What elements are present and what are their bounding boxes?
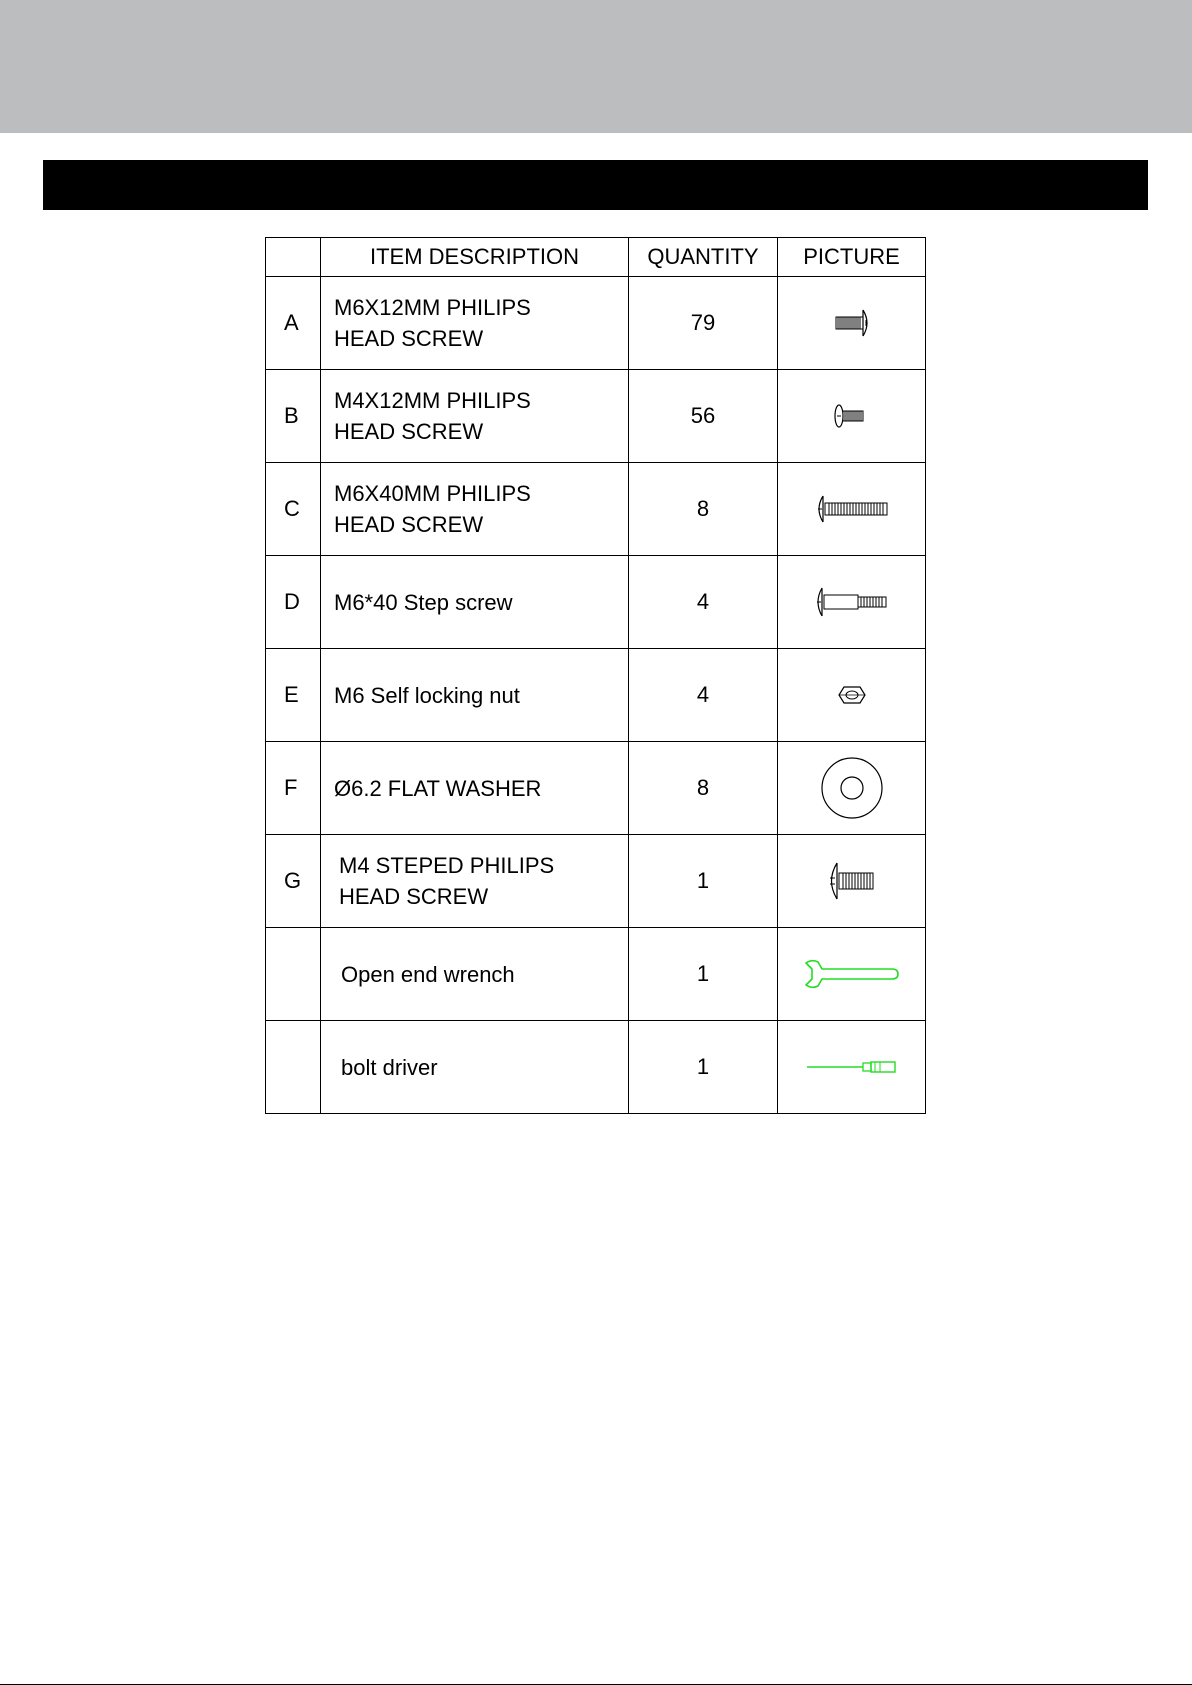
description-line: M6X12MM PHILIPS [334,295,531,320]
item-description [321,277,629,370]
table-row [266,370,926,463]
row-letter: C [266,463,321,556]
row-letter: B [266,370,321,463]
hardware-parts-table [265,237,926,1114]
screw-short-icon [827,306,877,340]
item-quantity: 1 [629,928,778,1021]
description-line: HEAD SCREW [334,512,484,537]
row-letter: A [266,277,321,370]
item-quantity: 4 [629,649,778,742]
header-quantity: QUANTITY [629,238,778,277]
table-row [266,463,926,556]
row-letter [266,928,321,1021]
table-row [266,742,926,835]
description-line: HEAD SCREW [334,326,484,351]
item-quantity: 79 [629,277,778,370]
step-screw-icon [812,584,892,620]
description-line: HEAD SCREW [339,884,489,909]
header-item-description: ITEM DESCRIPTION [321,238,629,277]
screw-small-icon [830,401,874,431]
item-description [321,649,629,742]
item-picture [778,556,926,649]
row-letter: D [266,556,321,649]
table-row [266,1021,926,1114]
hex-nut-icon [836,683,868,707]
table-row [266,277,926,370]
item-picture [778,835,926,928]
table-row [266,835,926,928]
description-line: M6X40MM PHILIPS [334,481,531,506]
item-quantity: 8 [629,742,778,835]
flat-washer-icon [818,754,886,822]
row-letter: F [266,742,321,835]
row-letter: E [266,649,321,742]
item-description [321,1021,629,1114]
item-picture [778,277,926,370]
item-description [321,928,629,1021]
screwdriver-icon [805,1059,899,1075]
table-header-row [266,238,926,277]
item-picture [778,649,926,742]
item-picture [778,1021,926,1114]
stepped-screw-icon [824,859,880,903]
wrench-icon [802,957,902,991]
item-picture [778,742,926,835]
item-description [321,742,629,835]
header-band [0,0,1192,133]
description-line: M6*40 Step screw [334,589,513,615]
description-line: M4X12MM PHILIPS [334,388,531,413]
description-line: M4 STEPED PHILIPS [339,853,555,878]
item-quantity: 4 [629,556,778,649]
description-line: M6 Self locking nut [334,682,520,708]
item-picture [778,370,926,463]
table-row [266,928,926,1021]
item-description [321,835,629,928]
row-letter [266,1021,321,1114]
table-row [266,556,926,649]
item-description [321,556,629,649]
item-description [321,463,629,556]
description-line: HEAD SCREW [334,419,484,444]
header-letter [266,238,321,277]
item-description [321,370,629,463]
item-quantity: 8 [629,463,778,556]
header-picture: PICTURE [778,238,926,277]
screw-long-icon [813,492,891,526]
item-quantity: 56 [629,370,778,463]
item-quantity: 1 [629,1021,778,1114]
description-line: bolt driver [341,1054,438,1080]
description-line: Ø6.2 FLAT WASHER [334,775,542,801]
description-line: Open end wrench [341,961,515,987]
item-picture [778,463,926,556]
item-picture [778,928,926,1021]
section-title-bar [43,160,1148,210]
item-quantity: 1 [629,835,778,928]
row-letter: G [266,835,321,928]
table-row [266,649,926,742]
